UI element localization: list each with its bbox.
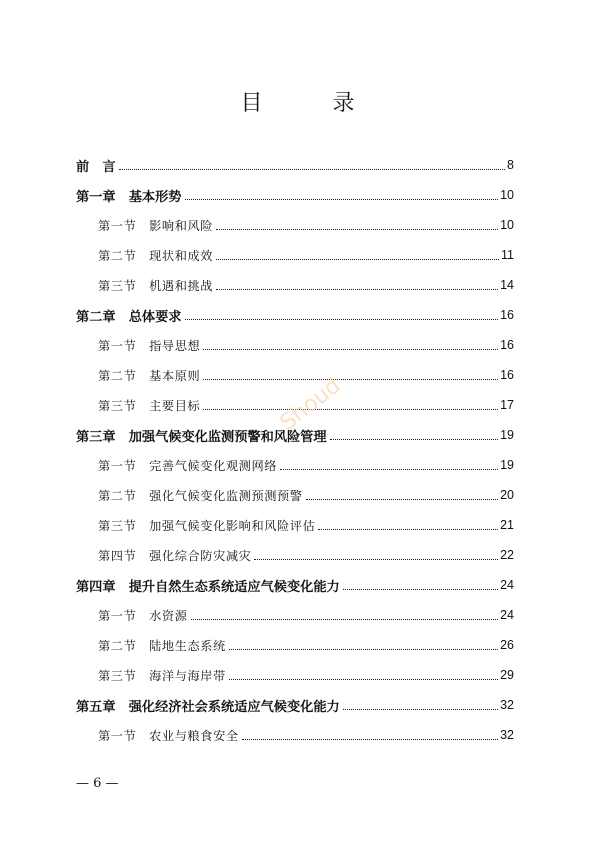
- toc-entry-label: 第五章 强化经济社会系统适应气候变化能力: [76, 699, 340, 715]
- toc-entry-page-number: 16: [500, 368, 514, 382]
- toc-section-entry[interactable]: [76, 480, 514, 510]
- toc-section-entry[interactable]: [76, 450, 514, 480]
- dot-leader: [330, 439, 499, 440]
- dot-leader: [191, 619, 499, 620]
- toc-section-entry[interactable]: [76, 540, 514, 570]
- toc-entry-page-number: 29: [500, 668, 514, 682]
- toc-section-entry[interactable]: [76, 600, 514, 630]
- toc-entry-page-number: 17: [500, 398, 514, 412]
- toc-entry-label: 第二节 强化气候变化监测预测预警: [98, 488, 303, 503]
- toc-section-entry[interactable]: [76, 630, 514, 660]
- toc-section-entry[interactable]: [76, 360, 514, 390]
- toc-entry-page-number: 19: [500, 428, 514, 442]
- toc-entry-label: 第一节 影响和风险: [98, 218, 214, 233]
- toc-entry-label: 第一节 完善气候变化观测网络: [98, 458, 278, 473]
- dot-leader: [203, 349, 498, 350]
- toc-chapter-entry[interactable]: [76, 690, 514, 720]
- toc-entry-page-number: 16: [500, 338, 514, 352]
- toc-entry-page-number: 11: [501, 248, 514, 262]
- dot-leader: [318, 529, 498, 530]
- toc-entry-label: 第三节 加强气候变化影响和风险评估: [98, 518, 316, 533]
- toc-entry-label: 第一节 农业与粮食安全: [98, 728, 239, 743]
- dot-leader: [203, 409, 498, 410]
- toc-section-entry[interactable]: [76, 660, 514, 690]
- toc-entry-page-number: 32: [500, 728, 514, 742]
- dot-leader: [280, 469, 498, 470]
- dot-leader: [306, 499, 498, 500]
- toc-chapter-entry[interactable]: [76, 150, 514, 180]
- toc-section-entry[interactable]: [76, 240, 514, 270]
- dot-leader: [185, 319, 499, 320]
- toc-entry-page-number: 32: [500, 698, 514, 712]
- toc-entry-page-number: 24: [500, 578, 514, 592]
- toc-entry-page-number: 8: [507, 158, 514, 172]
- toc-entry-label: 第四章 提升自然生态系统适应气候变化能力: [76, 579, 340, 595]
- dot-leader: [216, 259, 499, 260]
- toc-entry-label: 第二节 基本原则: [98, 368, 201, 383]
- toc-entry-label: 第二节 现状和成效: [98, 248, 214, 263]
- toc-entry-label: 第二节 陆地生态系统: [98, 638, 226, 653]
- toc-chapter-entry[interactable]: [76, 180, 514, 210]
- table-of-contents: [76, 150, 514, 750]
- toc-entry-label: 第一节 水资源: [98, 608, 188, 623]
- watermark: Shoud: [275, 373, 346, 436]
- toc-entry-label: 第二章 总体要求: [76, 309, 182, 325]
- page-title: 目 录: [240, 91, 379, 116]
- toc-entry-page-number: 24: [500, 608, 514, 622]
- toc-entry-page-number: 22: [500, 548, 514, 562]
- toc-entry-label: 第三章 加强气候变化监测预警和风险管理: [76, 429, 327, 445]
- toc-entry-page-number: 16: [500, 308, 514, 322]
- toc-entry-page-number: 21: [500, 518, 514, 532]
- toc-entry-label: 第三节 主要目标: [98, 398, 201, 413]
- toc-chapter-entry[interactable]: [76, 300, 514, 330]
- toc-entry-page-number: 10: [500, 218, 514, 232]
- dot-leader: [343, 589, 498, 590]
- toc-entry-page-number: 14: [500, 278, 514, 292]
- toc-chapter-entry[interactable]: [76, 570, 514, 600]
- toc-entry-label: 第四节 强化综合防灾减灾: [98, 548, 252, 563]
- dot-leader: [229, 679, 498, 680]
- toc-entry-label: 第三节 机遇和挑战: [98, 278, 214, 293]
- dot-leader: [185, 199, 499, 200]
- toc-entry-label: 第一节 指导思想: [98, 338, 201, 353]
- toc-section-entry[interactable]: [76, 330, 514, 360]
- dot-leader: [216, 229, 498, 230]
- dot-leader: [254, 559, 498, 560]
- page-number-footer: — 6 —: [76, 776, 119, 791]
- toc-entry-page-number: 19: [500, 458, 514, 472]
- toc-section-entry[interactable]: [76, 210, 514, 240]
- toc-entry-page-number: 20: [500, 488, 514, 502]
- toc-entry-label: 前 言: [76, 159, 116, 175]
- toc-section-entry[interactable]: [76, 270, 514, 300]
- toc-entry-page-number: 10: [500, 188, 514, 202]
- dot-leader: [119, 169, 505, 170]
- dot-leader: [203, 379, 498, 380]
- toc-entry-page-number: 26: [500, 638, 514, 652]
- dot-leader: [216, 289, 498, 290]
- toc-entry-label: 第一章 基本形势: [76, 189, 182, 205]
- dot-leader: [242, 739, 498, 740]
- dot-leader: [343, 709, 498, 710]
- toc-section-entry[interactable]: [76, 510, 514, 540]
- toc-entry-label: 第三节 海洋与海岸带: [98, 668, 226, 683]
- dot-leader: [229, 649, 498, 650]
- toc-section-entry[interactable]: [76, 720, 514, 750]
